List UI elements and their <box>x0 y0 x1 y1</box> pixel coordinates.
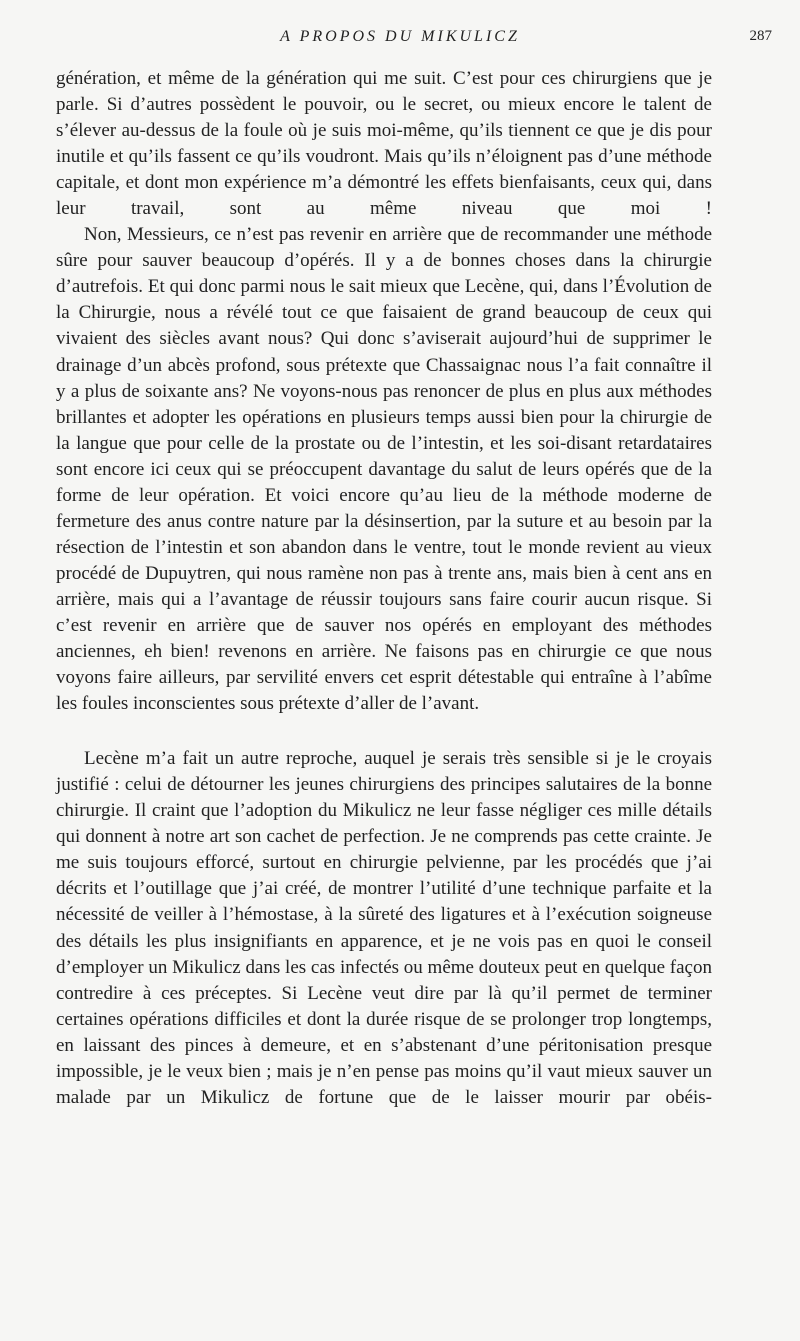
paragraph-non-messieurs: Non, Messieurs, ce n’est pas revenir en arrière que de recommander une méthode sûre pour sauver beaucoup d’opérés. Il y a de bonnes choses dans la chirurgie d’autrefois. Et qui donc parmi nous le sait mieux que Lecène, qui, dans l’Évolution de la Chirurgie, nous a révélé tout ce que faisaient de grand beaucoup de ceux qui vivaient des siècles avant nous? Qui donc s’aviserait aujourd’hui de supprimer le drainage d’un abcès profond, sous prétexte que Chassaignac nous l’a fait connaître il y a plus de soixante ans? Ne voyons-nous pas renoncer de plus en plus aux méthodes brillantes et adopter les opérations en plusieurs temps aussi bien pour la chirurgie de la langue que pour celle de la prostate ou de l’intestin, et les soi-disant retardataires sont encore ici ceux qui se préoccupent davantage du salut de leurs opérés que de la forme de leur opération. Et voici encore qu’au lieu de la méthode moderne de fermeture des anus contre nature par la désinsertion, par la suture et au besoin par la résection de l’intestin et son abandon dans le ventre, tout le monde revient au vieux procédé de Dupuytren, qui nous ramène non pas à trente ans, mais bien à cent ans en arrière, mais qui a l’avantage de réussir toujours sans faire courir aucun risque. Si c’est revenir en arrière que de sauver nos opérés en employant des méthodes anciennes, eh bien! revenons en arrière. Ne faisons pas en chirurgie ce que nous voyons faire ailleurs, par servilité envers cet esprit détestable qui entraîne à l’abîme les foules inconscientes sous prétexte d’aller de l’avant. <box>56 224 712 715</box>
section-gap <box>56 717 712 746</box>
running-head <box>0 28 800 52</box>
page-number: 287 <box>749 28 772 44</box>
paragraph-continued: génération, et même de la génération qui me suit. C’est pour ces chirurgiens que je parle. Si d’autres possèdent le pouvoir, ou le secret, ou mieux encore le talent de s’élever au-dessus de la foule où je suis moi-même, qu’ils tiennent ce que je dis pour inutile et qu’ils fassent ce qu’ils voudront. Mais qu’ils n’éloignent pas d’une méthode capitale, et dont mon expérience m’a démontré les effets bienfaisants, ceux qui, dans leur travail, sont au même niveau que moi ! <box>56 68 712 220</box>
paragraph-lecene-reproche: Lecène m’a fait un autre reproche, auquel je serais très sensible si je le croyais justifié : celui de détourner les jeunes chirurgiens des principes salutaires de la bonne chirurgie. Il craint que l’adoption du Mikulicz ne leur fasse négliger ces mille détails qui donnent à notre art son cachet de perfection. Je ne comprends pas cette crainte. Je me suis toujours efforcé, surtout en chirurgie pelvienne, par les procédés que j’ai décrits et l’outillage que j’ai créé, de montrer l’utilité d’une technique parfaite et la nécessité de veiller à l’hémostase, à la sûreté des ligatures et à l’exécution soigneuse des détails les plus insignifiants en apparence, et je ne vois pas en quoi le conseil d’employer un Mikulicz dans les cas infectés ou même douteux peut en quelque façon contredire à ces préceptes. Si Lecène veut dire par là qu’il permet de terminer certaines opérations difficiles et dont la durée risque de se prolonger trop longtemps, en laissant des pinces à demeure, et en s’abstenant d’une péritonisation presque impossible, je le veux bien ; mais je n’en pense pas moins qu’il vaut mieux sauver un malade par un Mikulicz de fortune que de le laisser mourir par obéis- <box>56 748 712 1108</box>
body-text <box>56 66 712 1111</box>
running-title: A PROPOS DU MIKULICZ <box>280 28 520 45</box>
